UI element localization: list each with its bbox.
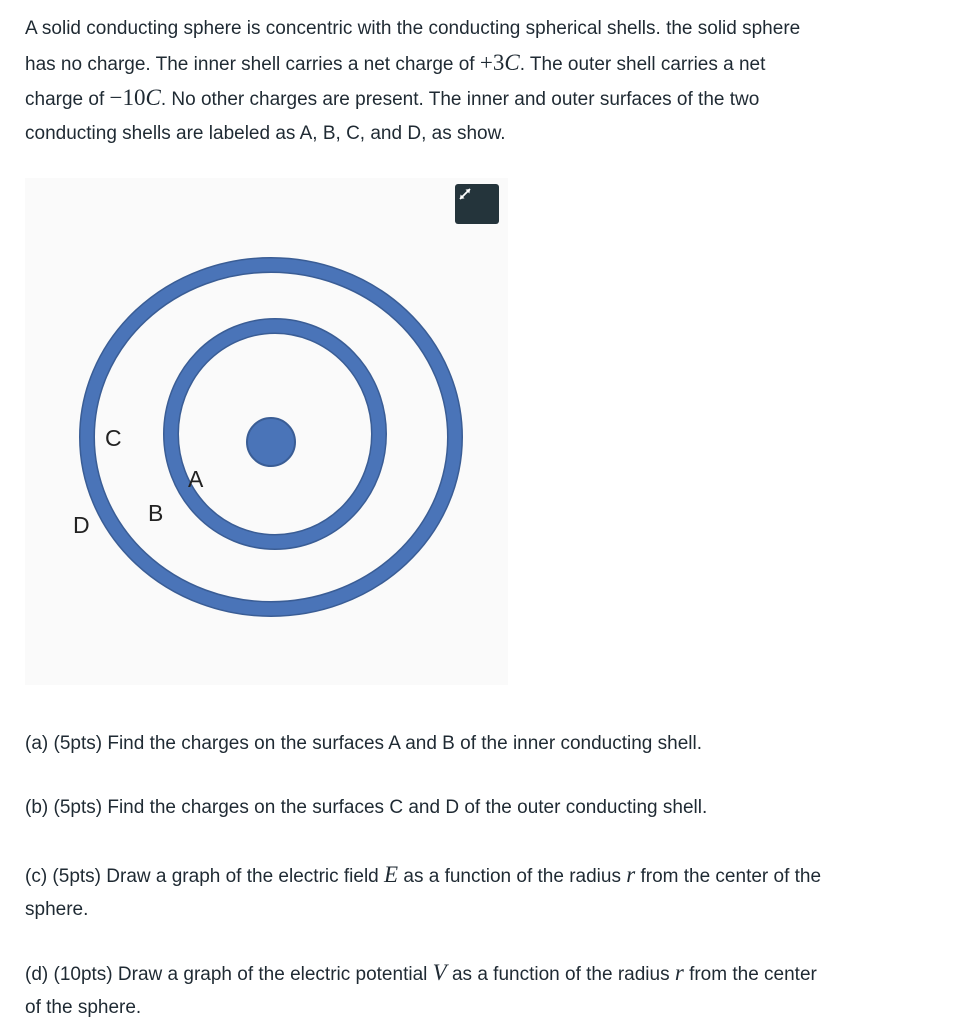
question-a: (a) (5pts) Find the charges on the surfaces A and B of the inner conducting shell. — [25, 733, 703, 754]
question-d-text-1: (d) (10pts) Draw a graph of the electric potential — [25, 964, 433, 985]
problem-line-1: A solid conducting sphere is concentric with the conducting spherical shells. the solid sphere — [25, 18, 801, 39]
label-a: A — [188, 466, 204, 492]
question-c-text-3: from the center of the — [635, 866, 822, 887]
question-c-text-2: as a function of the radius — [398, 866, 627, 887]
expand-arrows-icon — [455, 184, 475, 204]
problem-line-2-end: . The outer shell carries a net — [519, 53, 766, 75]
problem-line-4: conducting shells are labeled as A, B, C, and D, as show. — [25, 122, 506, 144]
var-r: r — [674, 960, 684, 985]
var-r: r — [626, 862, 636, 887]
concentric-shells-diagram — [25, 178, 508, 685]
problem-line-3-end: . No other charges are present. The inner and outer surfaces of the two — [160, 89, 760, 111]
question-c-text-4: sphere. — [25, 899, 89, 920]
label-b: B — [148, 500, 164, 526]
outer-shell-charge: −10C — [109, 85, 161, 111]
question-d-text-2: as a function of the radius — [446, 964, 675, 985]
question-d-text-3: from the center — [683, 964, 817, 985]
label-d: D — [73, 512, 90, 538]
shells-figure — [25, 178, 508, 685]
question-d — [25, 956, 935, 1024]
var-e: E — [384, 862, 399, 887]
problem-line-3-start: charge of — [25, 89, 110, 111]
question-b: (b) (5pts) Find the charges on the surfaces C and D of the outer conducting shell. — [25, 797, 708, 818]
label-c: C — [105, 425, 122, 451]
problem-line-2-start: has no charge. The inner shell carries a net charge of — [25, 53, 480, 75]
var-v: V — [432, 960, 447, 985]
question-c-text-1: (c) (5pts) Draw a graph of the electric field — [25, 866, 385, 887]
expand-image-button[interactable] — [455, 184, 499, 224]
question-c — [25, 858, 935, 926]
solid-sphere — [247, 418, 295, 466]
inner-shell-charge: +3C — [479, 49, 520, 75]
question-d-text-4: of the sphere. — [25, 997, 142, 1018]
problem-statement — [25, 12, 935, 150]
